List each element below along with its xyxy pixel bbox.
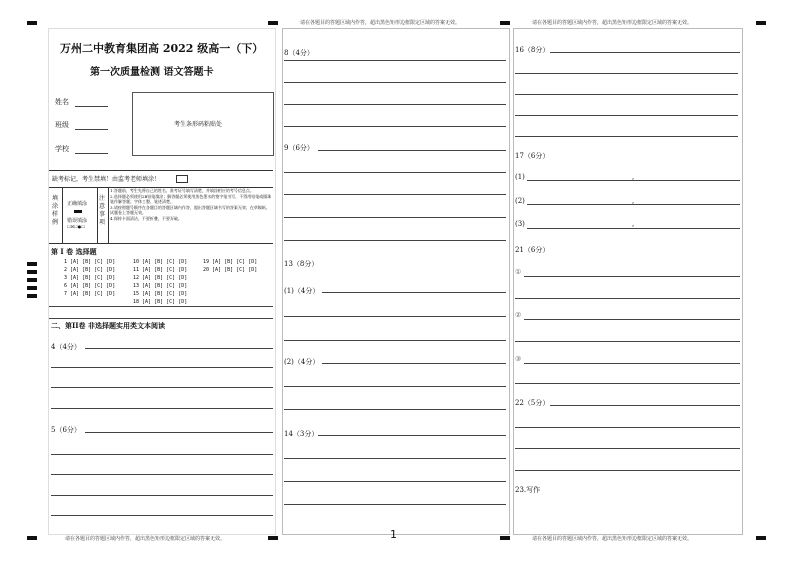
q4-line[interactable] (51, 367, 273, 368)
mc-row[interactable]: 20 [A] [B] [C] [D] (203, 267, 258, 273)
corner-mark-bottom-right (756, 536, 766, 540)
notice-side-label: 注意事项 (99, 195, 106, 226)
q4-line[interactable] (51, 408, 273, 409)
q4-line[interactable] (85, 348, 273, 349)
column-3-border (513, 28, 743, 535)
class-label: 班级 (55, 121, 69, 129)
timing-mark (27, 294, 37, 298)
mc-column-1 (64, 258, 115, 298)
corner-mark-top-right (756, 21, 766, 25)
q21-label: 21（6分） (515, 246, 550, 254)
q8-label: 8（4分） (284, 49, 314, 57)
q21-line[interactable] (524, 319, 740, 320)
q16-line[interactable] (550, 52, 740, 53)
q21-item-1: ① (515, 268, 522, 276)
mc-column-3 (203, 258, 257, 274)
barcode-label: 考生条形码粘贴处 (174, 121, 223, 128)
q5-line[interactable] (85, 432, 273, 433)
fill-divider (62, 187, 63, 243)
q21-line[interactable] (524, 363, 740, 364)
mc-row[interactable]: 10 [A] [B] [C] [D] (133, 259, 188, 265)
q13-1-line[interactable] (284, 316, 506, 317)
timing-mark-center-top (268, 21, 278, 25)
q22-label: 22（5分） (515, 399, 550, 407)
q22-line[interactable] (515, 448, 740, 449)
absent-checkbox[interactable] (176, 175, 188, 183)
q14-label: 14（3分） (284, 430, 319, 438)
q14-line[interactable] (318, 435, 506, 436)
mc-row[interactable]: 19 [A] [B] [C] [D] (203, 259, 258, 265)
q5-line[interactable] (51, 515, 273, 516)
q13-label: 13（8分） (284, 260, 319, 268)
timing-mark-center-top-2 (500, 21, 510, 25)
notice-item: 4.保持卡面清洁，不要折叠、不要弄破。 (110, 215, 182, 221)
bottom-warning-col3: 请在各题目的答题区域内作答，超出黑色矩形边框限定区域的答案无效。 (532, 536, 693, 542)
q22-line[interactable] (515, 470, 740, 471)
q23-label: 23.写作 (515, 486, 541, 494)
q16-line[interactable] (515, 136, 738, 137)
q5-label: 5（6分） (51, 426, 81, 434)
q5-line[interactable] (51, 495, 273, 496)
mc-bottom-line-2 (49, 318, 273, 319)
q9-line[interactable] (284, 240, 506, 241)
mc-row[interactable]: 18 [A] [B] [C] [D] (133, 299, 188, 305)
q21-line[interactable] (515, 383, 740, 384)
mc-bottom-line (49, 306, 273, 307)
q16-line[interactable] (515, 115, 738, 116)
timing-mark (27, 286, 37, 290)
q21-line[interactable] (515, 298, 740, 299)
fill-correct-label: 正确填涂 (67, 201, 88, 207)
timing-mark (27, 262, 37, 266)
q4-line[interactable] (51, 387, 273, 388)
q9-line[interactable] (284, 194, 506, 195)
mc-row[interactable]: 13 [A] [B] [C] [D] (133, 283, 188, 289)
mc-row[interactable]: 12 [A] [B] [C] [D] (133, 275, 188, 281)
q13-2-line[interactable] (322, 363, 506, 364)
timing-mark (27, 278, 37, 282)
q8-line[interactable] (284, 126, 506, 127)
q22-line[interactable] (550, 405, 740, 406)
q13-1-line[interactable] (322, 292, 506, 293)
q17-line[interactable] (527, 228, 740, 229)
mc-row[interactable]: 7 [A] [B] [C] [D] (64, 291, 116, 297)
school-field[interactable] (75, 153, 108, 154)
notice-item: 2.选择题必须使用2B铅笔填涂；解答题必须使用黑色墨水的签字笔书写，不得用铅笔或圆珠笔作解答题；字体工整、笔迹清楚。 (110, 193, 272, 205)
q13-1-line[interactable] (284, 340, 506, 341)
q17-comma: , (632, 197, 635, 205)
fill-example-side-label: 填涂样例 (52, 195, 59, 226)
mc-row[interactable]: 11 [A] [B] [C] [D] (133, 267, 188, 273)
section1-title: 第 I 卷 选择题 (51, 247, 97, 256)
q17-item-1: (1) (515, 173, 525, 181)
q13-2-line[interactable] (284, 409, 506, 410)
page-number: 1 (390, 528, 397, 541)
bottom-warning-col1: 请在各题目的答题区域内作答，超出黑色矩形边框限定区域的答案无效。 (65, 536, 226, 542)
q16-label: 16（8分） (515, 46, 550, 54)
q17-item-3: (3) (515, 220, 525, 228)
timing-mark (27, 270, 37, 274)
q4-label: 4（4分） (51, 343, 81, 351)
q9-line[interactable] (284, 217, 506, 218)
q21-item-2: ② (515, 311, 522, 319)
timing-mark-center-bottom (268, 536, 278, 540)
page-subtitle: 第一次质量检测 语文答题卡 (90, 67, 214, 78)
mc-column-2 (133, 258, 187, 306)
mc-row[interactable]: 3 [A] [B] [C] [D] (64, 275, 116, 281)
q17-comma: , (632, 173, 635, 181)
q14-line[interactable] (284, 481, 506, 482)
q14-line[interactable] (284, 504, 506, 505)
fill-wrong-sample: ☐☒☐●☐ (67, 224, 85, 229)
q14-line[interactable] (284, 458, 506, 459)
fill-correct-sample (74, 210, 82, 213)
q5-line[interactable] (51, 454, 273, 455)
fill-wrong-label: 错误填涂 (67, 218, 88, 224)
name-field[interactable] (75, 106, 108, 107)
q17-comma: , (632, 220, 635, 228)
q21-item-3: ③ (515, 355, 522, 363)
q9-label: 9（6分） (284, 144, 314, 152)
q9-line[interactable] (284, 172, 506, 173)
q22-line[interactable] (515, 427, 740, 428)
timing-mark-center-bottom-2 (500, 536, 510, 540)
absent-label: 缺考标记，考生禁填！由监考老师填涂！ (52, 176, 161, 183)
q13-1-label: (1)（4分） (284, 287, 320, 295)
mc-row[interactable]: 1 [A] [B] [C] [D] (64, 259, 116, 265)
fill-divider-3 (108, 187, 109, 243)
name-label: 姓名 (55, 98, 69, 106)
fill-divider-2 (97, 187, 98, 243)
mc-row[interactable]: 6 [A] [B] [C] [D] (64, 283, 116, 289)
q16-line[interactable] (515, 94, 738, 95)
school-label: 学校 (55, 145, 69, 153)
mc-row[interactable]: 2 [A] [B] [C] [D] (64, 267, 116, 273)
q17-item-2: (2) (515, 197, 525, 205)
q8-line[interactable] (284, 104, 506, 105)
top-warning-col2: 请在各题目的答题区域内作答，超出黑色矩形边框限定区域的答案无效。 (300, 20, 461, 26)
class-field[interactable] (75, 129, 108, 130)
q13-2-line[interactable] (284, 386, 506, 387)
q16-line[interactable] (515, 73, 738, 74)
q8-line[interactable] (284, 60, 506, 61)
q9-line[interactable] (318, 150, 506, 151)
corner-mark-top-left (27, 21, 37, 25)
q13-2-label: (2)（4分） (284, 358, 320, 366)
section2-title: 二、第II卷 非选择题实用类文本阅读 (51, 321, 165, 330)
top-warning-col3: 请在各题目的答题区域内作答，超出黑色矩形边框限定区域的答案无效。 (532, 20, 693, 26)
q17-label: 17（6分） (515, 152, 550, 160)
corner-mark-bottom-left (27, 536, 37, 540)
q21-line[interactable] (524, 276, 740, 277)
notice-item: 1.答题前，考生先将自己的姓名、准考证号填写清楚，并填涂相应的考号信息点。 (110, 188, 254, 193)
page-title: 万州二中教育集团高 2022 级高一（下） (60, 42, 264, 55)
notice-item: 3.请按照题号顺序在各题目的答题区域内作答，超出答题区域书写的答案无效；在草稿纸、试题卷上答题无效。 (110, 204, 270, 216)
q21-line[interactable] (515, 341, 740, 342)
q5-line[interactable] (51, 474, 273, 475)
q8-line[interactable] (284, 82, 506, 83)
notice-list (110, 188, 272, 222)
mc-row[interactable]: 15 [A] [B] [C] [D] (133, 291, 188, 297)
